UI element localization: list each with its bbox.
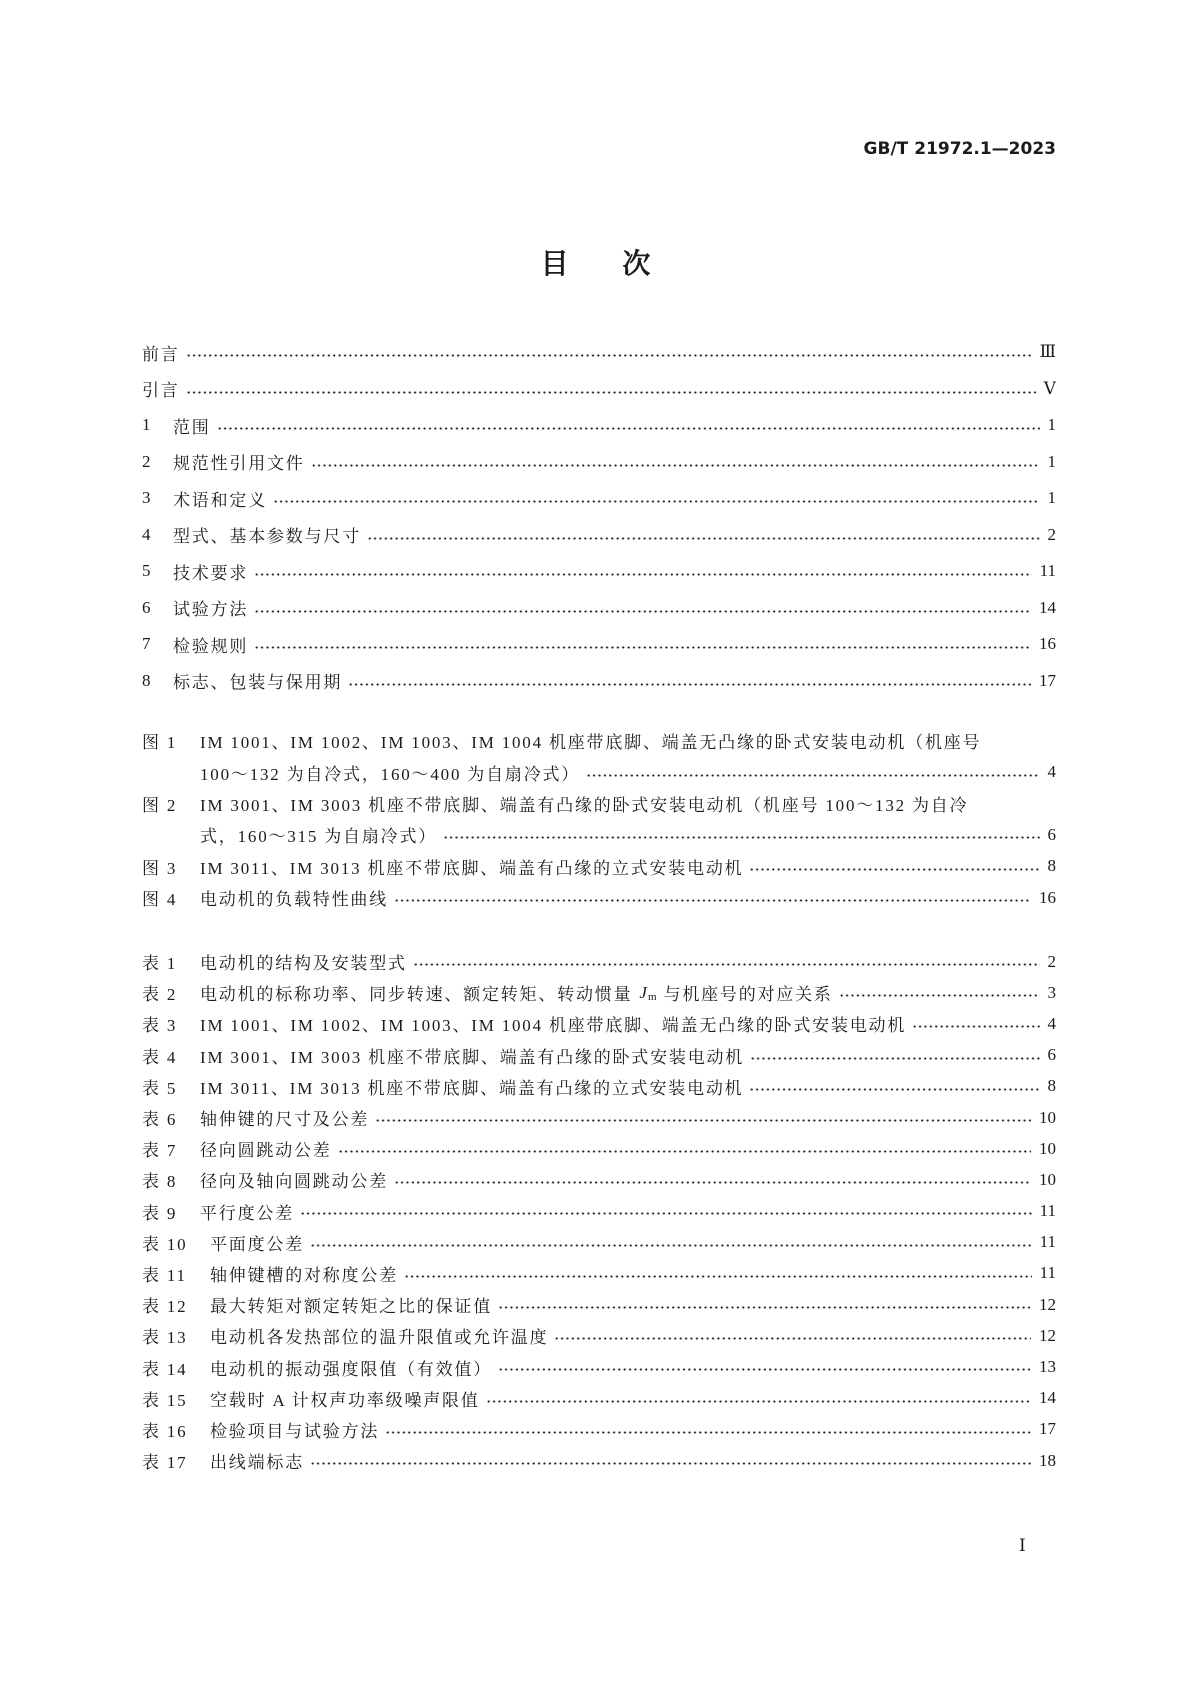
entry-page: 3: [1047, 982, 1056, 1002]
toc-entry-section-5[interactable]: [142, 553, 1056, 590]
leader-dots: [375, 1102, 1031, 1133]
entry-label: 表 17: [142, 1453, 188, 1473]
entry-page: 1: [1047, 451, 1056, 471]
entry-page: 1: [1047, 415, 1056, 435]
entry-page: 14: [1039, 1388, 1056, 1408]
entry-title: 平行度公差: [200, 1203, 294, 1223]
toc-entry-section-1[interactable]: [142, 407, 1056, 444]
leader-dots: [554, 1320, 1031, 1351]
toc-entry-table-15[interactable]: [142, 1383, 1056, 1414]
entry-page: 11: [1039, 561, 1056, 581]
entry-page: 18: [1039, 1450, 1056, 1470]
entry-page: 8: [1047, 1076, 1056, 1096]
toc-entry-table-11[interactable]: [142, 1258, 1056, 1289]
entry-title: IM 1001、IM 1002、IM 1003、IM 1004 机座带底脚、端盖无凸缘的卧式安装电动机: [200, 1016, 907, 1036]
page-number: Ⅰ: [1019, 1536, 1026, 1555]
leader-dots: [310, 1445, 1031, 1476]
entry-label: 表 14: [142, 1359, 188, 1379]
entry-number: 6: [142, 597, 153, 617]
entry-label: 表 2: [142, 985, 178, 1005]
entry-title: 轴伸键的尺寸及公差: [200, 1110, 370, 1130]
entry-title: 最大转矩对额定转矩之比的保证值: [210, 1297, 492, 1317]
entry-page: 10: [1039, 1107, 1056, 1127]
toc-entry-section-4[interactable]: [142, 517, 1056, 554]
toc-entry-section-6[interactable]: [142, 590, 1056, 627]
entry-title: 空载时 A 计权声功率级噪声限值: [210, 1390, 480, 1410]
entry-page: 14: [1039, 597, 1056, 617]
entry-label: 表 6: [142, 1110, 178, 1130]
entry-page: 11: [1039, 1263, 1056, 1283]
entry-page: 10: [1039, 1169, 1056, 1189]
entry-page: Ⅲ: [1039, 342, 1056, 362]
toc-figures: [142, 725, 1056, 913]
entry-page: 4: [1047, 762, 1056, 782]
entry-title: 范围: [173, 417, 211, 437]
entry-title: 标志、包装与保用期: [173, 673, 343, 693]
leader-dots: [839, 977, 1040, 1008]
toc-entry-figure-2[interactable]: [142, 788, 1056, 819]
page-title: 目 次: [540, 247, 673, 280]
entry-page: 2: [1047, 524, 1056, 544]
toc-entry-table-12[interactable]: [142, 1289, 1056, 1320]
entry-title: 技术要求: [173, 563, 249, 583]
entry-label: 表 10: [142, 1234, 188, 1254]
entry-page: 6: [1047, 1045, 1056, 1065]
toc-entry-figure-4[interactable]: [142, 882, 1056, 913]
toc-entry-table-3[interactable]: [142, 1008, 1056, 1039]
standard-series: GB/T: [863, 139, 909, 159]
entry-label: 图 1: [142, 733, 178, 753]
entry-title: 型式、基本参数与尺寸: [173, 527, 361, 547]
toc-entry-table-1[interactable]: [142, 946, 1056, 977]
toc-entry-table-8[interactable]: [142, 1164, 1056, 1195]
leader-dots: [443, 819, 1039, 850]
entry-page: 6: [1047, 824, 1056, 844]
entry-title: 检验项目与试验方法: [210, 1421, 380, 1441]
leader-dots: [254, 553, 1031, 590]
entry-title: 引言: [142, 381, 180, 401]
entry-label: 表 13: [142, 1328, 188, 1348]
leader-dots: [186, 371, 1036, 408]
leader-dots: [394, 1164, 1031, 1195]
entry-label: 表 15: [142, 1390, 188, 1410]
entry-title: IM 3011、IM 3013 机座不带底脚、端盖有凸缘的立式安装电动机: [200, 858, 744, 878]
leader-dots: [486, 1383, 1031, 1414]
leader-dots: [404, 1258, 1032, 1289]
toc-entry-table-16[interactable]: [142, 1414, 1056, 1445]
entry-page: 1: [1047, 488, 1056, 508]
entry-title: IM 3001、IM 3003 机座不带底脚、端盖有凸缘的卧式安装电动机（机座号 100～132 为自冷: [200, 795, 969, 815]
entry-number: 8: [142, 670, 153, 690]
entry-page: 10: [1039, 1138, 1056, 1158]
entry-title: 检验规则: [173, 636, 249, 656]
toc-entry-table-9[interactable]: [142, 1196, 1056, 1227]
toc-entry-table-6[interactable]: [142, 1102, 1056, 1133]
leader-dots: [217, 407, 1040, 444]
entry-label: 表 1: [142, 954, 178, 974]
leader-dots: [310, 1227, 1032, 1258]
entry-title: IM 1001、IM 1002、IM 1003、IM 1004 机座带底脚、端盖无凸缘的卧式安装电动机（机座号: [200, 733, 982, 753]
leader-dots: [912, 1008, 1039, 1039]
leader-dots: [586, 756, 1039, 787]
entry-title: 规范性引用文件: [173, 454, 305, 474]
entry-title: 出线端标志: [210, 1453, 304, 1473]
entry-page: 2: [1047, 951, 1056, 971]
entry-page: 8: [1047, 856, 1056, 876]
entry-page: 16: [1039, 634, 1056, 654]
toc-entry-table-2[interactable]: [142, 977, 1056, 1008]
toc-entry-figure-2-continued[interactable]: [142, 819, 1056, 850]
entry-title: 径向及轴向圆跳动公差: [200, 1172, 388, 1192]
entry-title: 前言: [142, 344, 180, 364]
entry-page: 17: [1039, 1419, 1056, 1439]
entry-title: IM 3011、IM 3013 机座不带底脚、端盖有凸缘的立式安装电动机: [200, 1078, 744, 1098]
leader-dots: [394, 882, 1031, 913]
entry-number: 7: [142, 634, 153, 654]
toc-entry-foreword[interactable]: [142, 334, 1056, 371]
toc-entry-section-8[interactable]: [142, 663, 1056, 700]
toc-entry-table-17[interactable]: [142, 1445, 1056, 1476]
entry-number: 1: [142, 415, 153, 435]
entry-label: 表 5: [142, 1078, 178, 1098]
toc-entry-table-13[interactable]: [142, 1320, 1056, 1351]
leader-dots: [413, 946, 1040, 977]
toc-entry-section-7[interactable]: [142, 626, 1056, 663]
entry-label: 表 8: [142, 1172, 178, 1192]
leader-dots: [311, 444, 1040, 481]
leader-dots: [498, 1351, 1031, 1382]
entry-title: 试验方法: [173, 600, 249, 620]
entry-label: 表 3: [142, 1016, 178, 1036]
entry-page: Ⅴ: [1043, 378, 1056, 398]
entry-title: 术语和定义: [173, 490, 267, 510]
entry-label: 图 4: [142, 890, 178, 910]
entry-number: 4: [142, 524, 153, 544]
entry-page: 11: [1039, 1232, 1056, 1252]
leader-dots: [254, 590, 1031, 627]
leader-dots: [273, 480, 1040, 517]
entry-label: 表 4: [142, 1047, 178, 1067]
entry-page: 12: [1039, 1294, 1056, 1314]
entry-title: 轴伸键槽的对称度公差: [210, 1265, 398, 1285]
entry-number: 5: [142, 561, 153, 581]
entry-label: 图 3: [142, 858, 178, 878]
toc-entry-figure-1[interactable]: [142, 725, 1056, 756]
entry-title: 电动机的负载特性曲线: [200, 890, 388, 910]
entry-page: 4: [1047, 1013, 1056, 1033]
standard-number: 21972.1—2023: [914, 139, 1056, 159]
entry-label: 图 2: [142, 795, 178, 815]
toc-entry-section-2[interactable]: [142, 444, 1056, 481]
toc-entry-table-14[interactable]: [142, 1351, 1056, 1382]
entry-title-end: 与机座号的对应关系: [663, 985, 833, 1005]
entry-title: 电动机的结构及安装型式: [200, 954, 407, 974]
entry-number: 3: [142, 488, 153, 508]
toc-tables: [142, 946, 1056, 1476]
entry-title: IM 3001、IM 3003 机座不带底脚、端盖有凸缘的卧式安装电动机: [200, 1047, 745, 1067]
entry-label: 表 9: [142, 1203, 178, 1223]
entry-label: 表 11: [142, 1265, 187, 1285]
document-code: [864, 139, 1056, 159]
entry-title: 径向圆跳动公差: [200, 1141, 332, 1161]
entry-title: 电动机的振动强度限值（有效值）: [210, 1359, 492, 1379]
leader-dots: [749, 1071, 1039, 1102]
toc-entry-table-10[interactable]: [142, 1227, 1056, 1258]
toc-entry-table-5[interactable]: [142, 1071, 1056, 1102]
leader-dots: [300, 1196, 1032, 1227]
entry-page: 17: [1039, 670, 1056, 690]
symbol-subscript: m: [647, 990, 657, 1003]
entry-page: 11: [1039, 1201, 1056, 1221]
leader-dots: [498, 1289, 1031, 1320]
toc-entry-figure-1-continued[interactable]: [142, 756, 1056, 787]
toc-entry-table-4[interactable]: [142, 1040, 1056, 1071]
entry-page: 12: [1039, 1325, 1056, 1345]
leader-dots: [749, 851, 1039, 882]
toc-entry-introduction[interactable]: [142, 371, 1056, 408]
entry-page: 16: [1039, 887, 1056, 907]
entry-page: 13: [1039, 1357, 1056, 1377]
entry-number: 2: [142, 451, 153, 471]
moment-of-inertia-symbol: J: [639, 982, 647, 1002]
entry-label: 表 16: [142, 1421, 188, 1441]
toc-entry-table-7[interactable]: [142, 1133, 1056, 1164]
toc-sections: [142, 334, 1056, 699]
leader-dots: [385, 1414, 1031, 1445]
entry-title-continued: 式，160～315 为自扇冷式）: [200, 827, 438, 847]
entry-title: 电动机的标称功率、同步转速、额定转矩、转动惯量: [200, 985, 633, 1005]
entry-title: 平面度公差: [210, 1234, 304, 1254]
entry-title: 电动机各发热部位的温升限值或允许温度: [210, 1328, 549, 1348]
leader-dots: [348, 663, 1031, 700]
toc-entry-figure-3[interactable]: [142, 851, 1056, 882]
entry-title-continued: 100～132 为自冷式，160～400 为自扇冷式）: [200, 764, 581, 784]
toc-entry-section-3[interactable]: [142, 480, 1056, 517]
entry-label: 表 12: [142, 1297, 188, 1317]
leader-dots: [750, 1040, 1039, 1071]
leader-dots: [338, 1133, 1031, 1164]
entry-label: 表 7: [142, 1141, 178, 1161]
leader-dots: [254, 626, 1031, 663]
leader-dots: [367, 517, 1040, 554]
leader-dots: [186, 334, 1032, 371]
